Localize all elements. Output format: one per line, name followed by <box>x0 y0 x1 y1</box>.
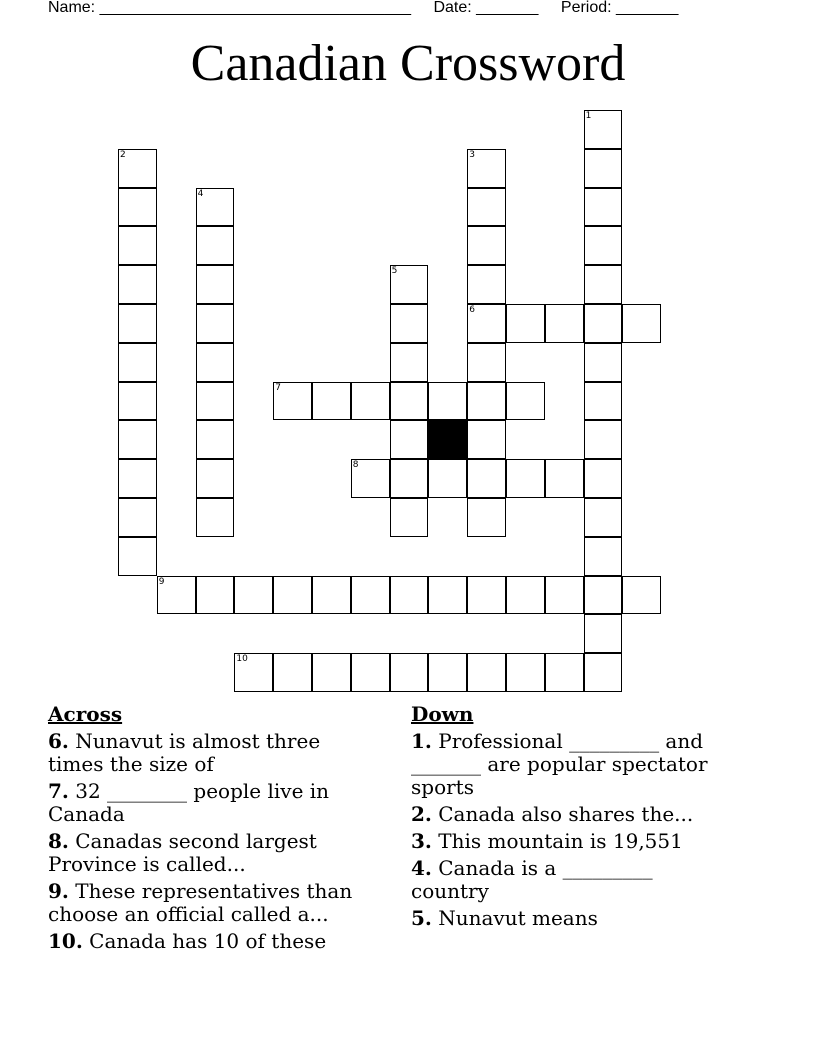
crossword-cell[interactable] <box>312 382 351 421</box>
down-clue <box>411 857 721 903</box>
crossword-cell[interactable] <box>545 653 584 692</box>
down-clue <box>411 730 721 799</box>
crossword-cell[interactable] <box>584 382 623 421</box>
clue-number: 2 <box>120 149 126 160</box>
clue-text: Nunavut means <box>431 906 598 930</box>
crossword-cell[interactable] <box>351 653 390 692</box>
across-heading: Across <box>48 702 123 726</box>
clue-number: 3 <box>469 149 475 160</box>
crossword-cell[interactable] <box>584 614 623 653</box>
crossword-cell[interactable] <box>584 537 623 576</box>
crossword-cell[interactable] <box>157 576 196 615</box>
crossword-cell[interactable] <box>118 265 157 304</box>
period-field-label[interactable]: Period: _______ <box>560 0 679 16</box>
across-clues <box>48 703 378 957</box>
puzzle-title: Canadian Crossword <box>190 35 626 92</box>
crossword-cell[interactable] <box>390 576 429 615</box>
crossword-cell[interactable] <box>390 420 429 459</box>
crossword-cell[interactable] <box>584 498 623 537</box>
crossword-cell[interactable] <box>584 576 623 615</box>
crossword-cell[interactable] <box>584 459 623 498</box>
crossword-cell[interactable] <box>506 459 545 498</box>
crossword-cell[interactable] <box>584 226 623 265</box>
crossword-cell[interactable] <box>118 343 157 382</box>
crossword-cell[interactable] <box>584 110 623 149</box>
crossword-cell[interactable] <box>584 420 623 459</box>
clue-number: 8 <box>352 460 359 471</box>
clue-text: 32 ________ people live in Canada <box>48 779 330 826</box>
crossword-cell[interactable] <box>467 226 506 265</box>
crossword-cell[interactable] <box>467 498 506 537</box>
clue-text: Professional _________ and _______ are popular spectator sports <box>411 729 708 799</box>
crossword-cell[interactable] <box>234 653 273 692</box>
down-heading: Down <box>411 702 474 726</box>
crossword-cell[interactable] <box>118 226 157 265</box>
clue-text: These representatives than choose an official called a... <box>48 879 353 926</box>
crossword-cell[interactable] <box>196 188 235 227</box>
crossword-cell[interactable] <box>506 304 545 343</box>
clue-text: Canada also shares the... <box>431 802 694 826</box>
crossword-cell[interactable] <box>467 420 506 459</box>
crossword-cell[interactable] <box>118 420 157 459</box>
crossword-cell[interactable] <box>196 576 235 615</box>
down-clue <box>411 803 721 826</box>
crossword-cell[interactable] <box>506 653 545 692</box>
across-clue <box>48 930 378 953</box>
crossword-cell[interactable] <box>467 265 506 304</box>
clue-number: 7 <box>275 382 281 393</box>
crossword-cell[interactable] <box>467 343 506 382</box>
date-field-label[interactable]: Date: _______ <box>433 0 539 16</box>
crossword-cell[interactable] <box>467 459 506 498</box>
clue-text: Canadas second largest Province is called... <box>48 829 317 876</box>
crossword-cell[interactable] <box>234 576 273 615</box>
clue-text: This mountain is 19,551 <box>431 829 683 853</box>
crossword-cell[interactable] <box>428 576 467 615</box>
clue-number-label: 2. <box>411 802 432 826</box>
crossword-cell[interactable] <box>196 265 235 304</box>
name-field-label[interactable]: Name: ___________________________________ <box>48 0 412 16</box>
crossword-cell[interactable] <box>118 498 157 537</box>
crossword-cell[interactable] <box>584 265 623 304</box>
crossword-cell[interactable] <box>118 188 157 227</box>
crossword-cell[interactable] <box>196 304 235 343</box>
clue-text: Canada is a _________ country <box>411 856 653 903</box>
across-clue <box>48 730 378 776</box>
clue-number: 6 <box>469 305 475 315</box>
crossword-cell[interactable] <box>390 382 429 421</box>
clue-number-label: 10. <box>48 929 83 953</box>
clue-number: 1 <box>585 111 592 121</box>
clue-number-label: 9. <box>48 879 69 903</box>
crossword-cell[interactable] <box>351 459 390 498</box>
crossword-cell[interactable] <box>584 304 623 343</box>
down-clue <box>411 830 721 853</box>
crossword-cell[interactable] <box>196 343 235 382</box>
clue-number: 4 <box>197 188 204 199</box>
crossword-cell[interactable] <box>584 343 623 382</box>
crossword-cell[interactable] <box>428 382 467 421</box>
crossword-cell[interactable] <box>118 537 157 576</box>
clue-number: 10 <box>236 654 248 665</box>
crossword-cell[interactable] <box>273 382 312 421</box>
clue-number-label: 4. <box>411 856 432 880</box>
crossword-cell[interactable] <box>118 382 157 421</box>
crossword-cell[interactable] <box>312 653 351 692</box>
crossword-cell[interactable] <box>428 459 467 498</box>
crossword-cell[interactable] <box>390 265 429 304</box>
crossword-cell[interactable] <box>196 420 235 459</box>
clue-number-label: 7. <box>48 779 69 803</box>
crossword-cell[interactable] <box>467 653 506 692</box>
clue-number: 5 <box>391 266 398 277</box>
crossword-cell[interactable] <box>467 149 506 188</box>
crossword-cell[interactable] <box>390 653 429 692</box>
crossword-cell[interactable] <box>506 576 545 615</box>
crossword-cell[interactable] <box>118 459 157 498</box>
clue-number-label: 8. <box>48 829 69 853</box>
crossword-cell[interactable] <box>273 653 312 692</box>
across-clue <box>48 830 378 876</box>
crossword-cell[interactable] <box>390 498 429 537</box>
crossword-cell[interactable] <box>118 304 157 343</box>
clue-number-label: 1. <box>411 729 432 753</box>
crossword-cell[interactable] <box>622 576 661 615</box>
crossword-cell[interactable] <box>390 343 429 382</box>
crossword-cell[interactable] <box>196 382 235 421</box>
clue-number-label: 5. <box>411 906 432 930</box>
clue-text: Nunavut is almost three times the size of <box>48 729 321 776</box>
crossword-cell[interactable] <box>467 304 506 343</box>
crossword-cell[interactable] <box>467 382 506 421</box>
clue-text: Canada has 10 of these <box>82 929 327 953</box>
crossword-cell[interactable] <box>351 576 390 615</box>
crossword-cell[interactable] <box>584 149 623 188</box>
crossword-cell[interactable] <box>196 459 235 498</box>
across-clue <box>48 780 378 826</box>
crossword-cell[interactable] <box>196 226 235 265</box>
crossword-cell[interactable] <box>584 653 623 692</box>
crossword-cell[interactable] <box>584 188 623 227</box>
crossword-cell[interactable] <box>196 498 235 537</box>
crossword-cell[interactable] <box>118 149 157 188</box>
crossword-cell[interactable] <box>506 382 545 421</box>
down-clue <box>411 907 721 930</box>
across-clue <box>48 880 378 926</box>
crossword-cell[interactable] <box>428 653 467 692</box>
crossword-cell[interactable] <box>545 459 584 498</box>
clue-number-label: 6. <box>48 729 69 753</box>
blocked-cell <box>428 420 467 459</box>
crossword-cell[interactable] <box>351 382 390 421</box>
crossword-cell[interactable] <box>622 304 661 343</box>
crossword-cell[interactable] <box>467 188 506 227</box>
crossword-cell[interactable] <box>312 576 351 615</box>
crossword-cell[interactable] <box>390 459 429 498</box>
across-clue-list <box>48 730 378 953</box>
clue-number-label: 3. <box>411 829 432 853</box>
clue-number: 9 <box>158 576 165 587</box>
down-clues <box>411 703 721 934</box>
crossword-cell[interactable] <box>545 304 584 343</box>
crossword-cell[interactable] <box>390 304 429 343</box>
down-clue-list <box>411 730 721 930</box>
crossword-cell[interactable] <box>273 576 312 615</box>
crossword-cell[interactable] <box>545 576 584 615</box>
crossword-cell[interactable] <box>467 576 506 615</box>
